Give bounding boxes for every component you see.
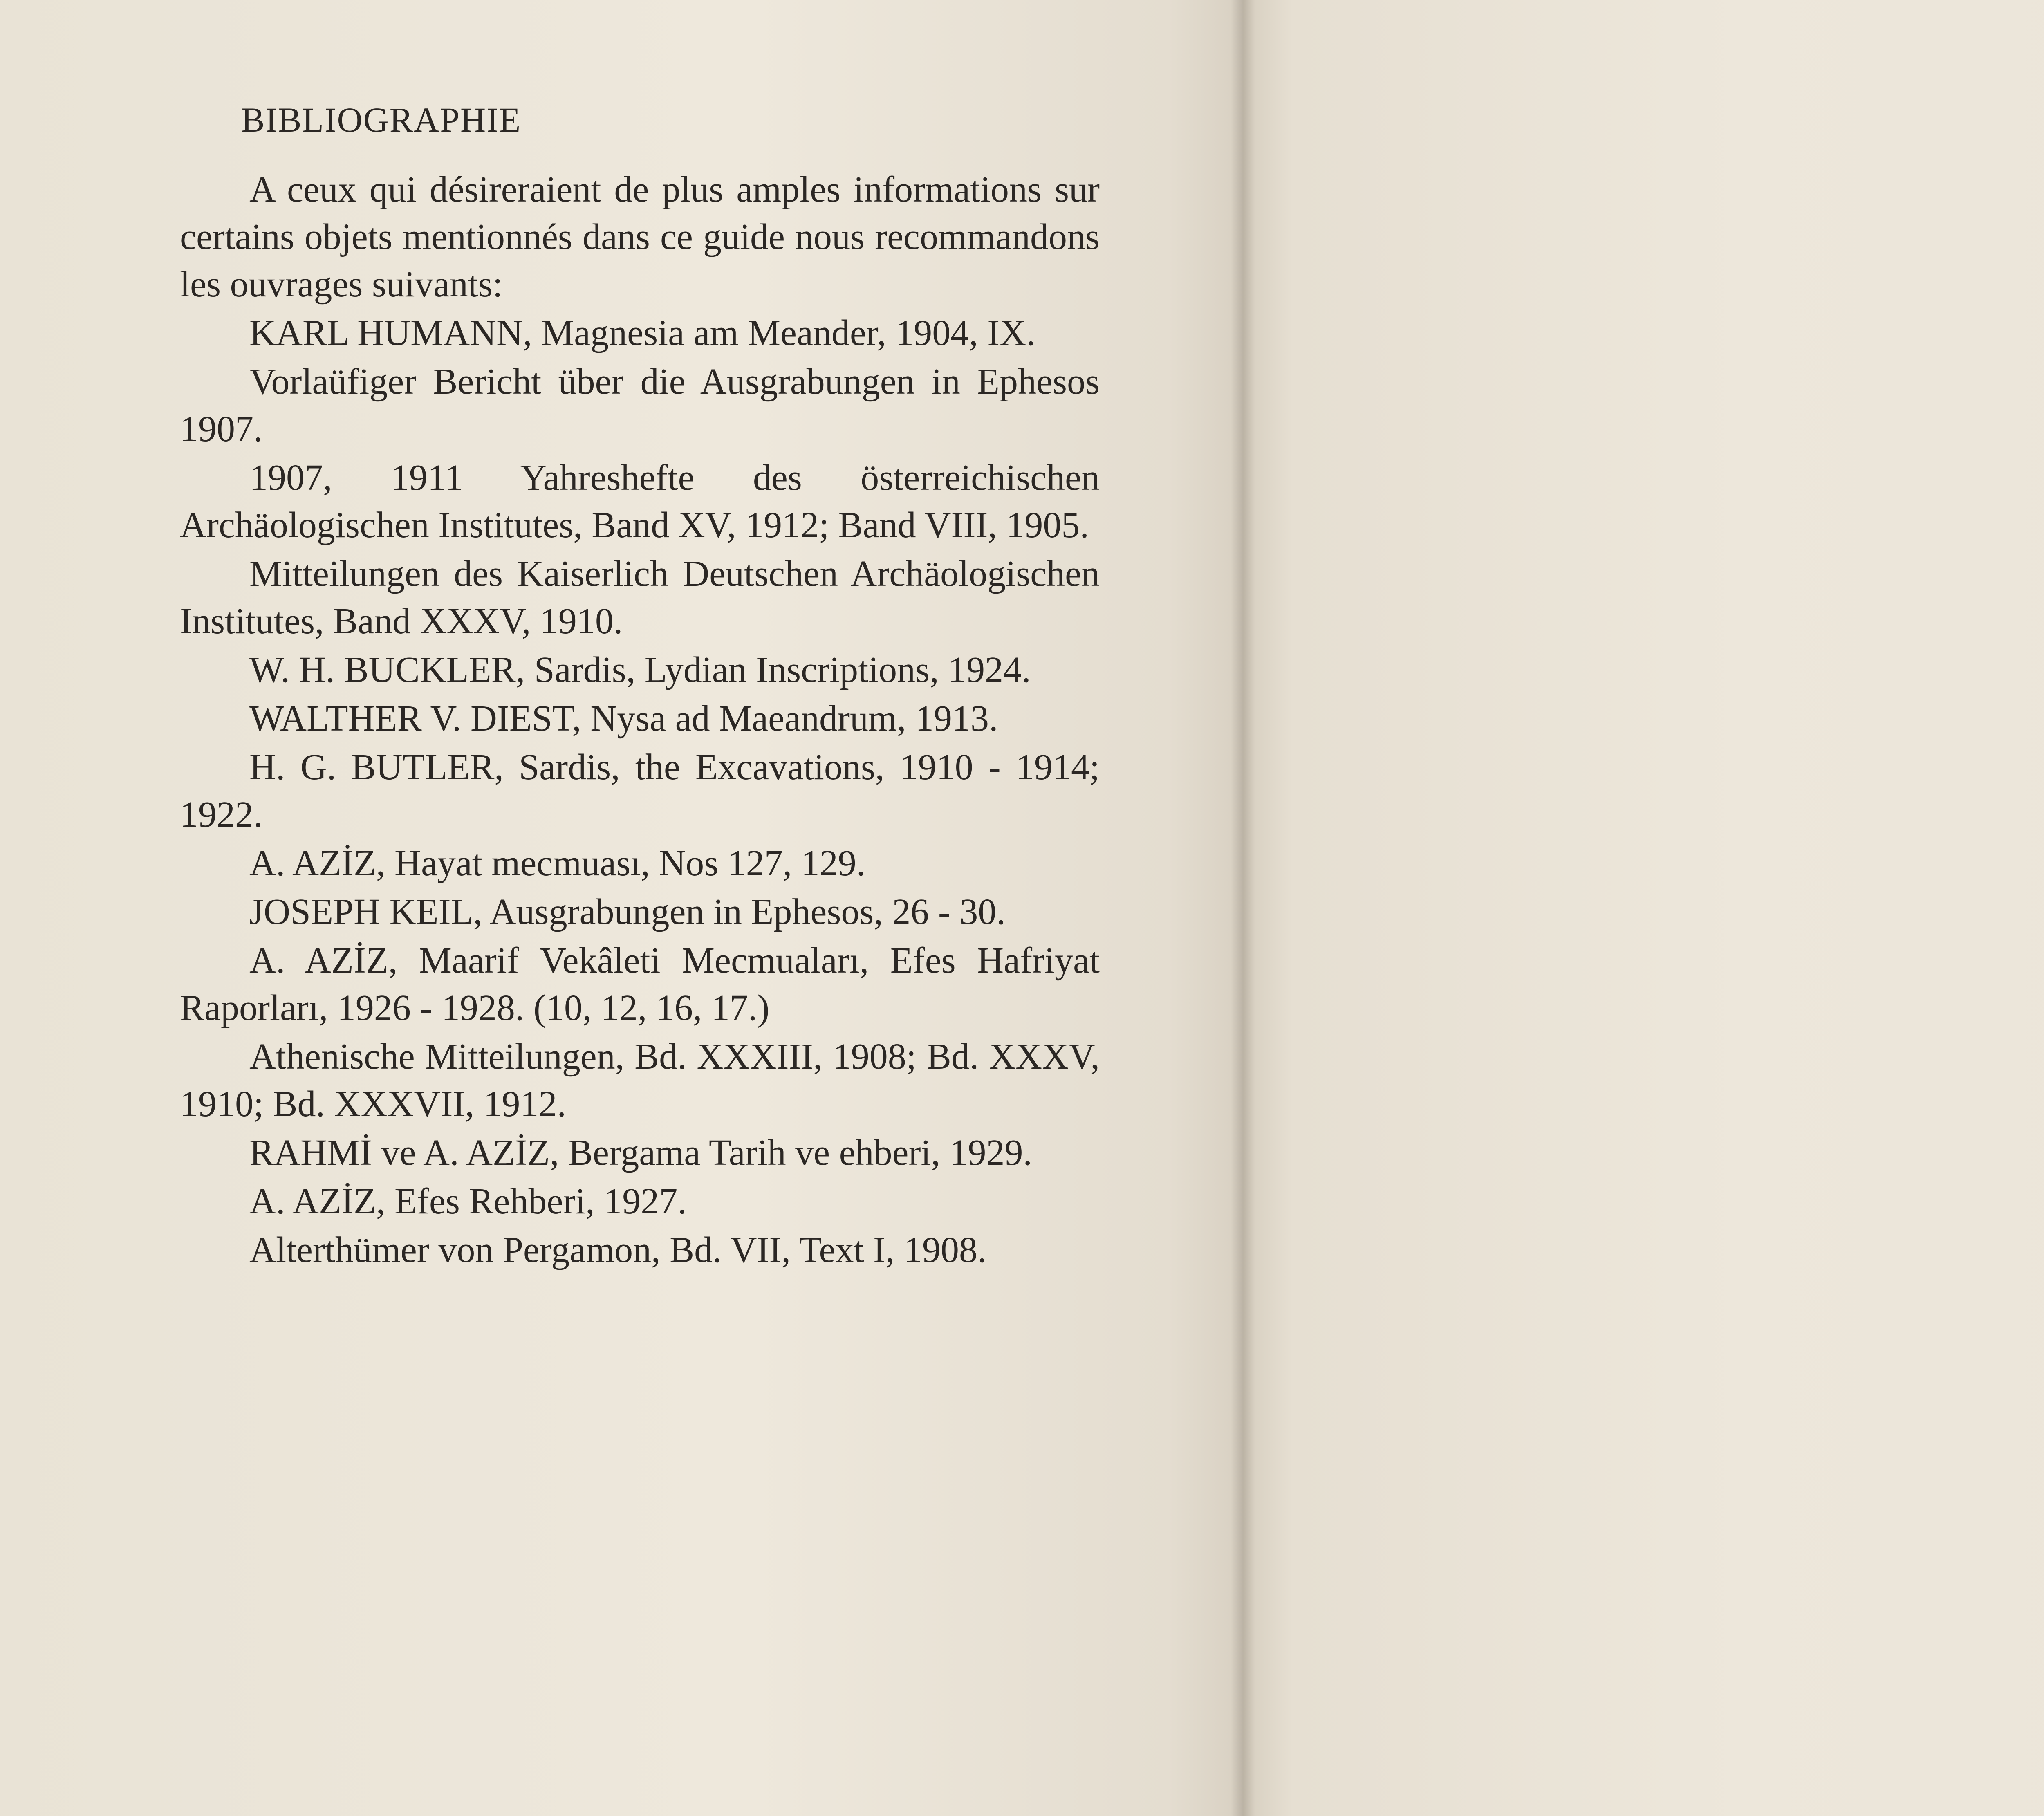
bibliography-entry: Mitteilungen des Kaiserlich Deutschen Archäologischen Institutes, Band XXXV, 1910. xyxy=(180,554,1100,641)
book-gutter xyxy=(1230,0,1255,1816)
bibliography-column xyxy=(180,102,1100,1274)
bibliography-entry: 1907, 1911 Yahreshefte des österreichischen Archäologischen Institutes, Band XV, 1912; Band VIII, 1905. xyxy=(180,457,1100,545)
bibliography-entry: Alterthümer von Pergamon, Bd. VII, Text I, 1908. xyxy=(249,1230,987,1270)
bibliography-entry: W. H. BUCKLER, Sardis, Lydian Inscriptions, 1924. xyxy=(249,650,1031,690)
bibliography-entry: Vorlaüfiger Bericht über die Ausgrabungen in Ephesos 1907. xyxy=(180,361,1100,449)
bibliography-entry: A. AZİZ, Efes Rehberi, 1927. xyxy=(249,1181,687,1222)
bibliography-intro: A ceux qui désireraient de plus amples informations sur certains objets mentionnés dans ce guide nous recommandons les ouvrages suivants: xyxy=(180,169,1100,305)
bibliography-entry: Athenische Mitteilungen, Bd. XXXIII, 1908; Bd. XXXV, 1910; Bd. XXXVII, 1912. xyxy=(180,1036,1100,1124)
bibliography-entry: A. AZİZ, Maarif Vekâleti Mecmuaları, Efes Hafriyat Raporları, 1926 - 1928. (10, 12, 16, 17.) xyxy=(180,940,1100,1028)
bibliography-entry: WALTHER V. DIEST, Nysa ad Maeandrum, 1913. xyxy=(249,698,998,739)
right-page xyxy=(1243,0,2044,1816)
bibliography-heading: BIBLIOGRAPHIE xyxy=(241,100,522,139)
bibliography-entry: A. AZİZ, Hayat mecmuası, Nos 127, 129. xyxy=(249,843,866,883)
bibliography-entry: KARL HUMANN, Magnesia am Meander, 1904, IX. xyxy=(249,313,1035,353)
bibliography-entry: RAHMİ ve A. AZİZ, Bergama Tarih ve ehberi, 1929. xyxy=(249,1132,1032,1173)
bibliography-entry: JOSEPH KEIL, Ausgrabungen in Ephesos, 26 - 30. xyxy=(249,892,1006,932)
bibliography-entry: H. G. BUTLER, Sardis, the Excavations, 1910 - 1914; 1922. xyxy=(180,747,1100,835)
